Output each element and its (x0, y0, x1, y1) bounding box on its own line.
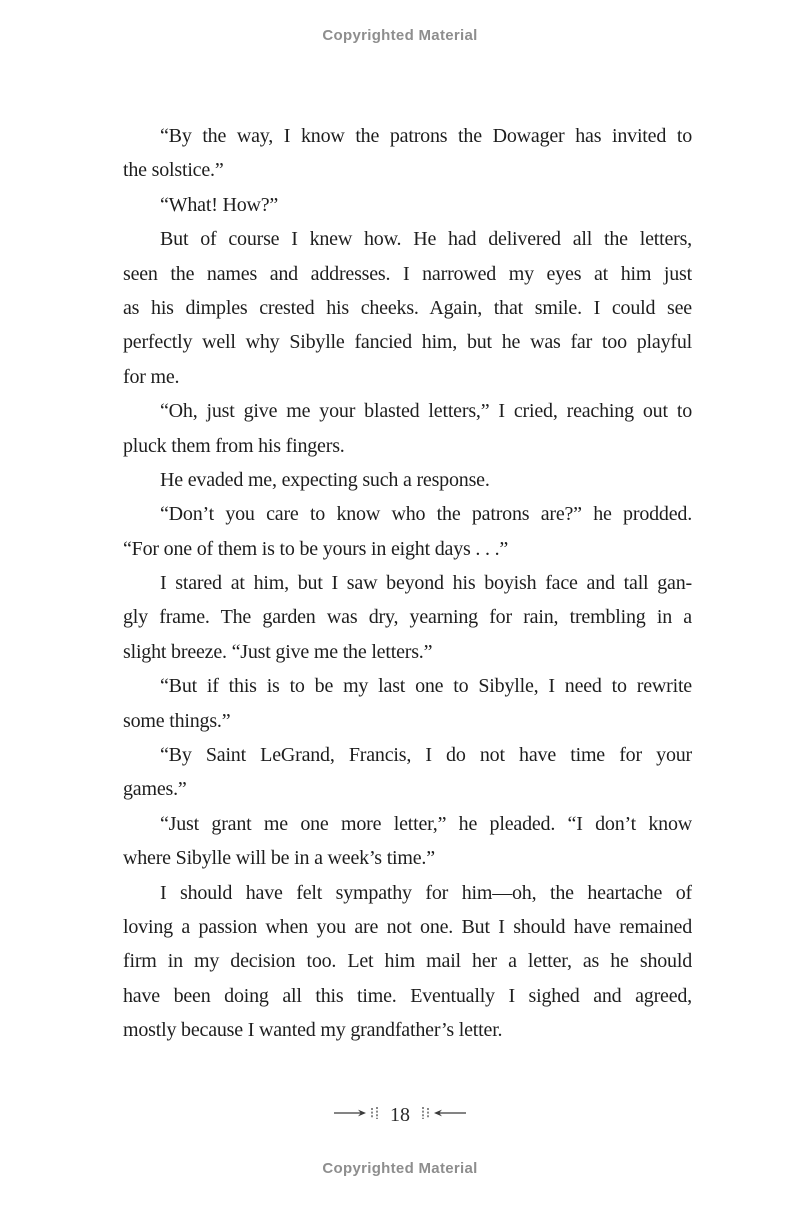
text-line: “For one of them is to be yours in eight days . . .” (123, 537, 509, 560)
paragraph (123, 566, 692, 669)
page-text (123, 119, 692, 1048)
text-line: loving a passion when you are not one. But I should have remained (123, 915, 692, 938)
copyright-notice-top: Copyrighted Material (322, 27, 478, 44)
text-line: I should have felt sympathy for him—oh, the heartache of (160, 881, 692, 904)
paragraph (123, 463, 692, 497)
text-line: some things.” (123, 709, 231, 732)
text-line: for me. (123, 365, 180, 388)
text-line: I stared at him, but I saw beyond his boyish face and tall gan- (160, 572, 692, 595)
paragraph (123, 394, 692, 463)
paragraph (123, 738, 692, 807)
text-line: seen the names and addresses. I narrowed my eyes at him just (123, 262, 692, 285)
text-line: “By the way, I know the patrons the Dowager has invited to (160, 125, 692, 147)
text-line: as his dimples crested his cheeks. Again, that smile. I could see (123, 296, 692, 319)
paragraph (123, 876, 692, 1048)
text-line: perfectly well why Sibylle fancied him, but he was far too playful (123, 331, 692, 354)
copyright-notice-bottom: Copyrighted Material (322, 1160, 478, 1177)
paragraph (123, 222, 692, 394)
text-line: mostly because I wanted my grandfather’s letter. (123, 1019, 503, 1042)
paragraph (123, 807, 692, 876)
paragraph (123, 669, 692, 738)
text-line: slight breeze. “Just give me the letters.” (123, 640, 433, 663)
page-number-row (0, 1104, 800, 1127)
text-line: games.” (123, 778, 187, 801)
text-line: “Don’t you care to know who the patrons are?” he prodded. (160, 503, 692, 526)
page-number: 18 (390, 1104, 410, 1126)
paragraph (123, 119, 692, 188)
text-line: where Sibylle will be in a week’s time.” (123, 847, 435, 870)
text-line: But of course I knew how. He had delivered all the letters, (160, 228, 692, 251)
paragraph (123, 497, 692, 566)
text-line: have been doing all this time. Eventually I sighed and agreed, (123, 984, 692, 1007)
left-arrow-ornament-icon (333, 1106, 381, 1125)
text-line: gly frame. The garden was dry, yearning for rain, trembling in a (123, 606, 692, 629)
right-arrow-ornament-icon (419, 1106, 467, 1125)
text-line: “Just grant me one more letter,” he pleaded. “I don’t know (160, 812, 692, 835)
text-line: He evaded me, expecting such a response. (160, 468, 490, 491)
text-line: “Oh, just give me your blasted letters,” I cried, reaching out to (160, 400, 692, 423)
text-line: “By Saint LeGrand, Francis, I do not have time for your (160, 744, 692, 767)
text-line: “But if this is to be my last one to Sibylle, I need to rewrite (160, 675, 692, 698)
text-line: pluck them from his fingers. (123, 434, 345, 457)
text-line: firm in my decision too. Let him mail her a letter, as he should (123, 950, 692, 973)
text-line: “What! How?” (160, 193, 279, 216)
paragraph (123, 188, 692, 222)
text-line: the solstice.” (123, 159, 224, 182)
